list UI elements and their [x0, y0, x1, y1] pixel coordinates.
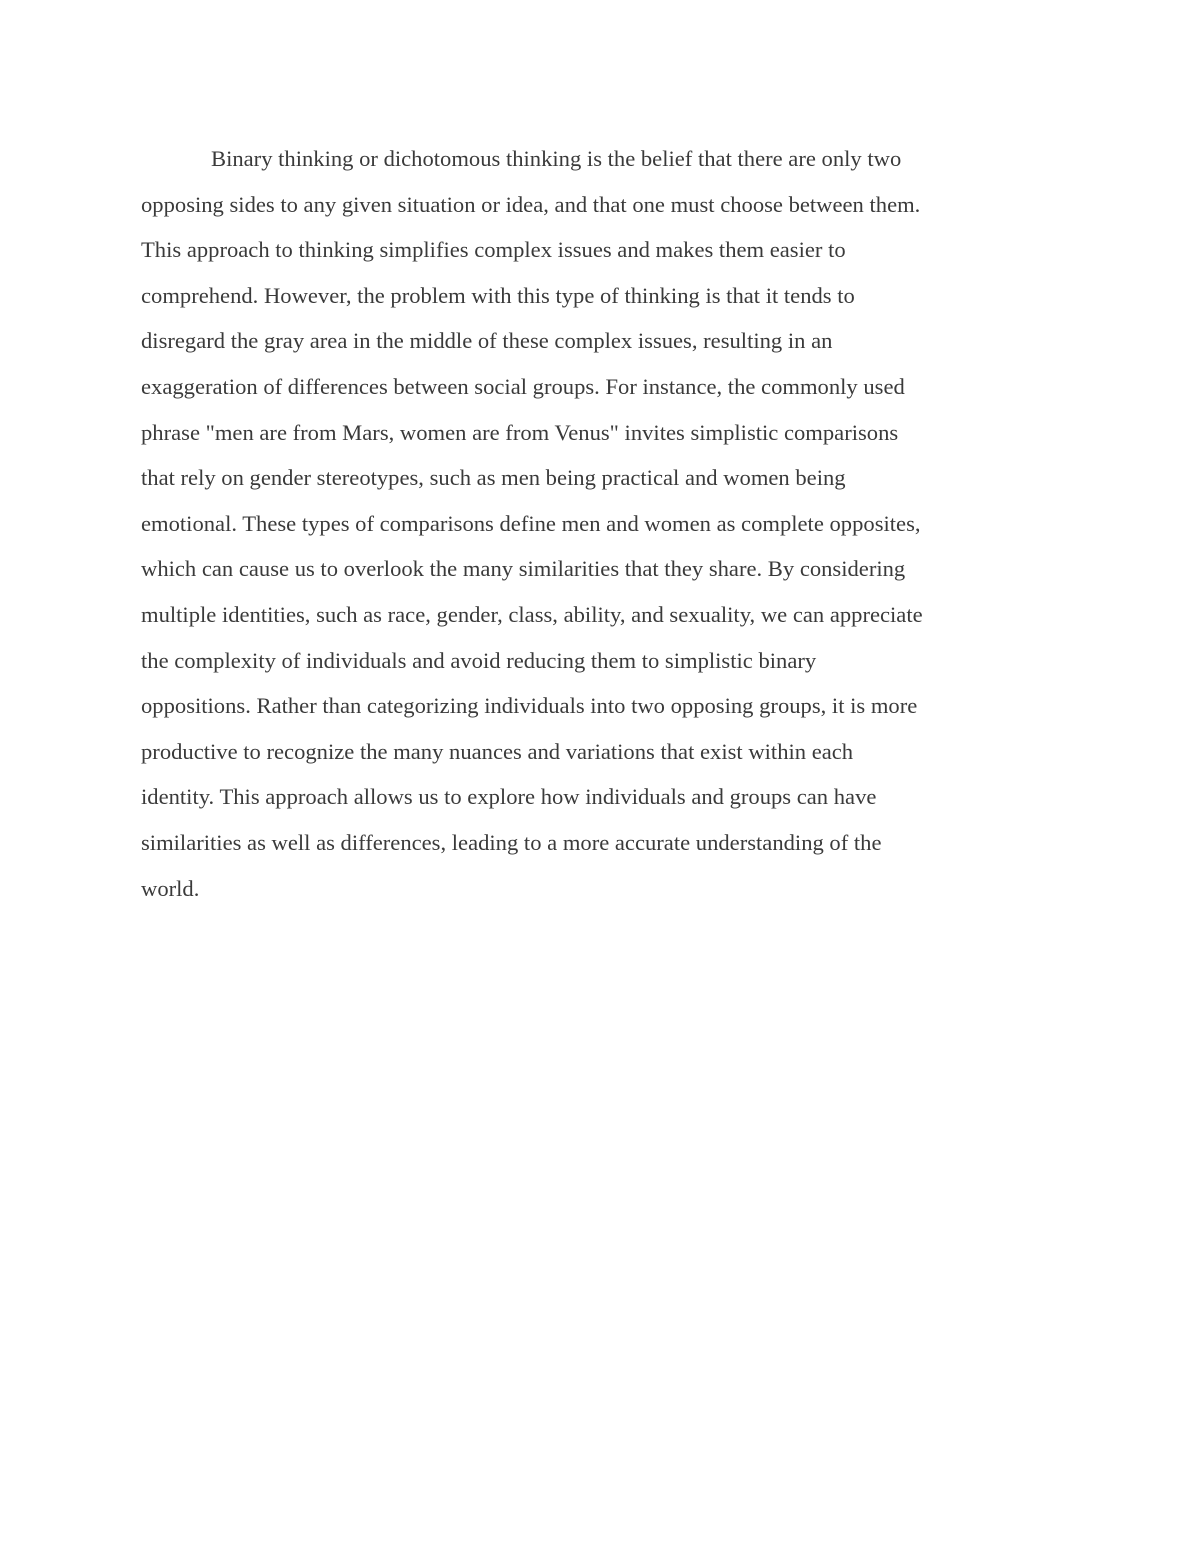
- paragraph-line: This approach to thinking simplifies complex issues and makes them easier to: [141, 237, 846, 263]
- paragraph-line: which can cause us to overlook the many similarities that they share. By considering: [141, 556, 906, 582]
- paragraph-line: Binary thinking or dichotomous thinking is the belief that there are only two: [211, 146, 902, 171]
- paragraph-line: world.: [141, 875, 200, 901]
- paragraph-line: exaggeration of differences between social groups. For instance, the commonly used: [141, 373, 905, 399]
- paragraph-line: comprehend. However, the problem with this type of thinking is that it tends to: [141, 282, 855, 308]
- paragraph-line: productive to recognize the many nuances and variations that exist within each: [141, 738, 854, 764]
- paragraph-line: the complexity of individuals and avoid reducing them to simplistic binary: [141, 647, 817, 673]
- paragraph-line: opposing sides to any given situation or idea, and that one must choose between them.: [141, 191, 921, 217]
- paragraph-line: identity. This approach allows us to explore how individuals and groups can have: [141, 784, 877, 810]
- paragraph-line: multiple identities, such as race, gender, class, ability, and sexuality, we can appreciate: [141, 601, 923, 627]
- paragraph-line: disregard the gray area in the middle of these complex issues, resulting in an: [141, 328, 833, 354]
- body-paragraph: [141, 136, 1071, 911]
- paragraph-line: similarities as well as differences, leading to a more accurate understanding of the: [141, 829, 882, 855]
- paragraph-line: emotional. These types of comparisons define men and women as complete opposites,: [141, 510, 921, 536]
- paragraph-line: that rely on gender stereotypes, such as men being practical and women being: [141, 465, 846, 491]
- paragraph-line: oppositions. Rather than categorizing individuals into two opposing groups, it is more: [141, 693, 918, 719]
- paragraph-line: phrase "men are from Mars, women are from Venus" invites simplistic comparisons: [141, 419, 899, 445]
